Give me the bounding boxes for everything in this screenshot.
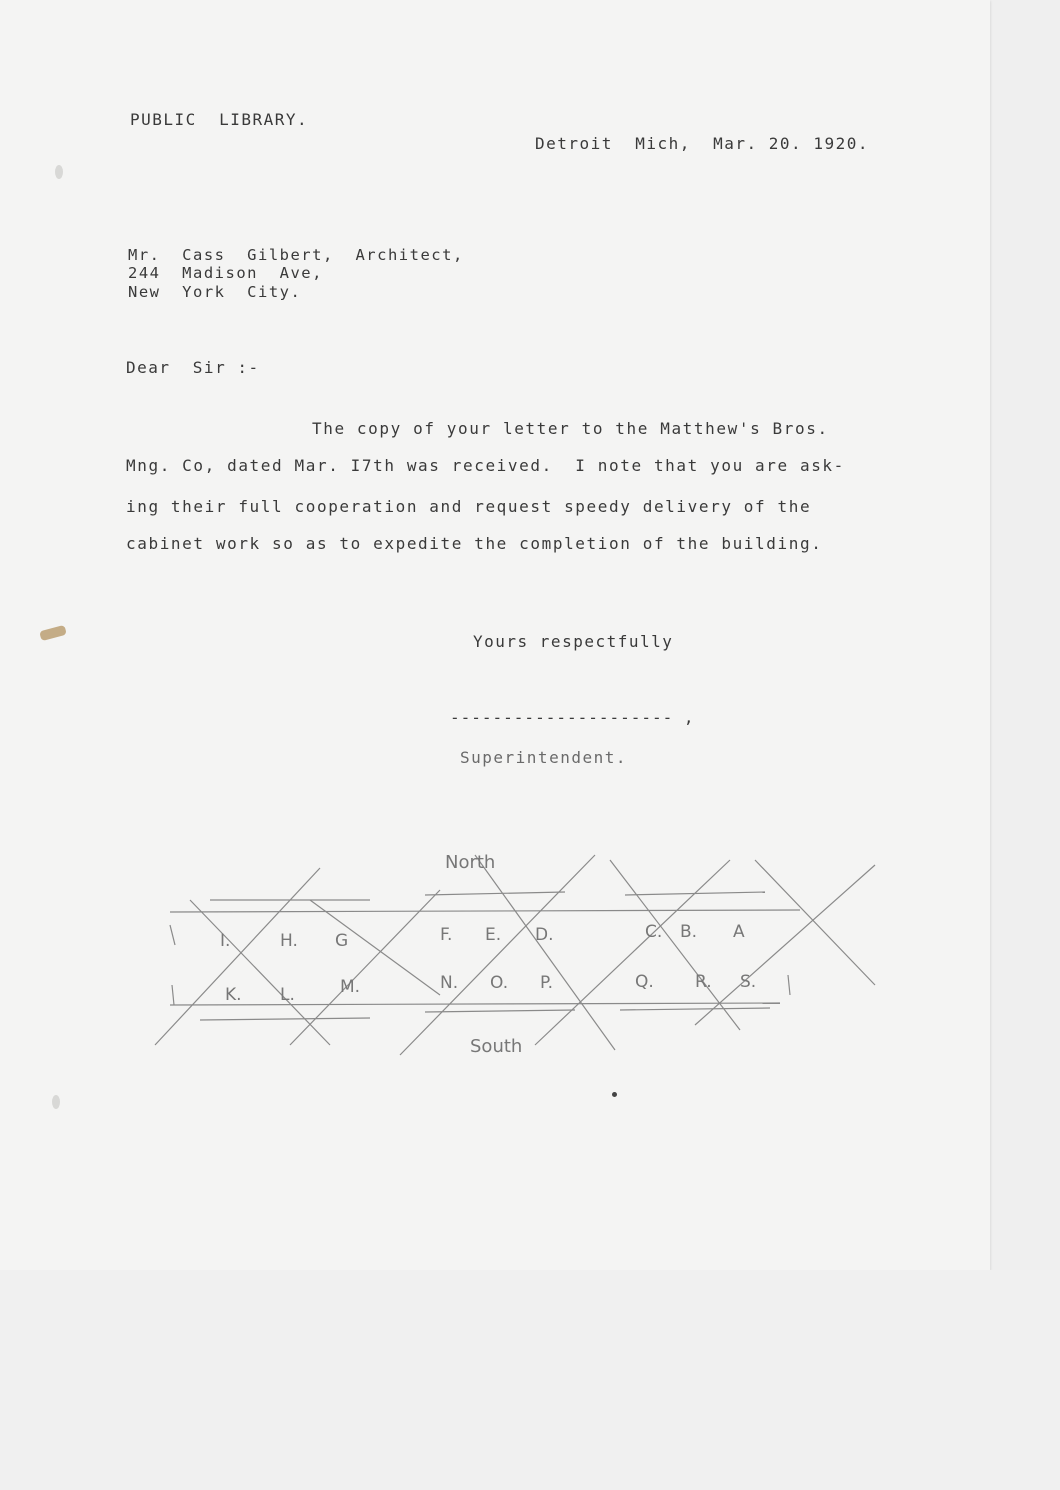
address-line: Mr. Cass Gilbert, Architect, — [128, 246, 464, 264]
room-label: I. — [220, 931, 231, 951]
room-label: B. — [680, 922, 698, 942]
signer-title: Superintendent. — [460, 748, 627, 767]
dateline: Detroit Mich, Mar. 20. 1920. — [535, 134, 869, 153]
room-label: A — [733, 922, 745, 942]
room-label: P. — [540, 973, 554, 993]
signature-line: --------------------- , — [450, 708, 695, 727]
letterhead: PUBLIC LIBRARY. — [130, 110, 309, 129]
room-label: N. — [440, 973, 459, 993]
room-label: E. — [485, 925, 502, 945]
salutation: Dear Sir :- — [126, 358, 260, 377]
address-line: 244 Madison Ave, — [128, 264, 323, 282]
address-line: New York City. — [128, 283, 302, 301]
south-label: South — [470, 1036, 523, 1057]
body-line: The copy of your letter to the Matthew's Bros. — [312, 419, 829, 438]
room-label: R. — [695, 972, 712, 992]
room-label: G — [335, 931, 349, 951]
closing: Yours respectfully — [473, 632, 674, 651]
room-label: C. — [645, 922, 663, 942]
room-label: Q. — [635, 972, 654, 992]
background-paper — [0, 1270, 1060, 1490]
room-label: S. — [740, 972, 757, 992]
punch-hole-mark — [52, 1095, 60, 1109]
punch-hole-mark — [55, 165, 63, 179]
body-line: Mng. Co, dated Mar. I7th was received. I note that you are ask- — [126, 456, 845, 475]
room-label: O. — [490, 973, 509, 993]
room-label: F. — [440, 925, 453, 945]
north-label: North — [445, 852, 496, 873]
room-label: H. — [280, 931, 298, 951]
room-label: M. — [340, 977, 361, 997]
pencil-sketch — [140, 840, 900, 1070]
pencil-dot — [612, 1092, 617, 1097]
sketch-lines — [155, 855, 875, 1055]
body-line: cabinet work so as to expedite the completion of the building. — [126, 534, 823, 553]
room-label: L. — [280, 985, 295, 1005]
body-line: ing their full cooperation and request speedy delivery of the — [126, 497, 812, 516]
room-label: K. — [225, 985, 242, 1005]
room-label: D. — [535, 925, 554, 945]
